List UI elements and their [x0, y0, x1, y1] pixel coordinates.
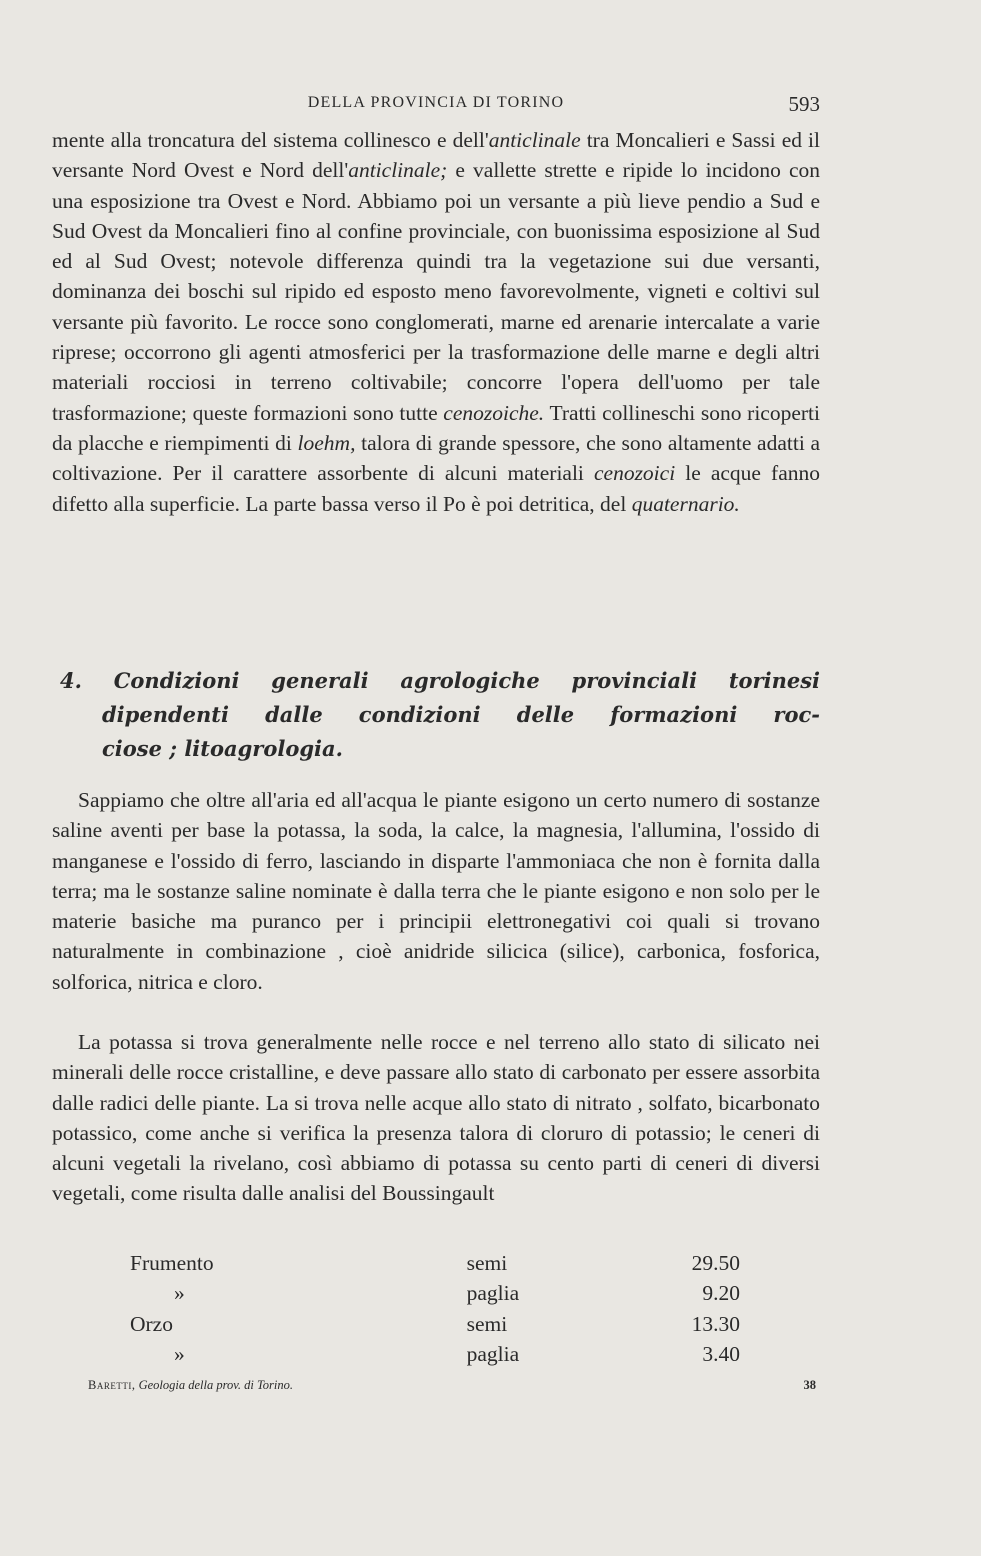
text-run: tra Moncalieri e Sassi ed il versante Nord Ovest e Nord dell' [52, 128, 820, 183]
potash-table [52, 1248, 752, 1370]
crop-cell: Orzo [130, 1311, 173, 1336]
paragraph: Sappiamo che oltre all'aria ed all'acqua le piante esigono un certo numero di sostanze saline aventi per base la potassa, la soda, la calce, la magnesia, l'allumina, l'ossido di manganese e l'ossido di ferro, lasciando in disparte l'ammoniaca che non è fornita dalla terra; ma le sostanze saline nominate è dalla terra che le piante esigono e non solo per le materie basiche ma puranco per i principii elettronegativi coi quali si trovano naturalmente in combinazione , cioè anidride silicica (silice), carbonica, fosforica, solforica, nitrica e cloro. [52, 788, 820, 994]
text-run: Tratti collineschi sono ricoperti da placche e riempimenti di [52, 400, 820, 455]
text-run: e vallette strette e ripide lo incidono con una esposizione tra Ovest e Nord. Abbiamo poi un versante a più lieve pendio a Sud e Sud Ovest da Moncalieri fino al confine provinciale, con buonissima esposizione al Sud ed al Sud Ovest; notevole differenza quindi tra la vegetazione sui due versanti, dominanza dei boschi sul ripido ed esposto meno favorevolmente, vigneti e coltivi sul versante più favorito. Le rocce sono conglomerati, marne ed arenarie intercalate a varie riprese; occorrono gli agenti atmosferici per la trasformazione delle marne e degli altri materiali rocciosi in terreno coltivabile; concorre l'opera dell'uomo per tale trasformazione; queste formazioni sono tutte [52, 158, 820, 425]
page-header [52, 92, 820, 116]
section-heading [52, 664, 820, 766]
crop-cell: » [174, 1342, 185, 1367]
paragraph-continued [52, 125, 820, 519]
italic-term: quaternario. [631, 491, 740, 516]
part-cell: paglia [466, 1342, 520, 1367]
footer-citation [88, 1378, 293, 1393]
part-cell: semi [466, 1311, 508, 1336]
italic-term: cenozoici [593, 461, 676, 486]
table-row [52, 1340, 752, 1371]
section-title-part: Condizioni generali agrologiche provinciali torinesi [113, 668, 820, 693]
value-cell: 9.20 [702, 1281, 740, 1306]
italic-term: anticlinale [488, 128, 581, 152]
text-run: le acque fanno difetto alla superficie. La parte bassa verso il Po è poi detritica, del [52, 461, 820, 516]
value-cell: 3.40 [702, 1342, 740, 1367]
table-row [52, 1309, 752, 1340]
section-heading-line-1 [52, 664, 820, 698]
page-number: 593 [788, 92, 820, 116]
section-number: 4. [60, 668, 82, 693]
footer-work-title: Geologia della prov. di Torino. [138, 1378, 293, 1392]
value-cell: 13.30 [691, 1311, 740, 1336]
signature-mark: 38 [803, 1378, 816, 1392]
crop-cell: Frumento [130, 1250, 214, 1275]
value-cell: 29.50 [691, 1250, 740, 1275]
table-row [52, 1279, 752, 1310]
italic-term: cenozoiche. [443, 400, 545, 425]
text-run: mente alla troncatura del sistema collinesco e dell' [52, 128, 489, 152]
part-cell: semi [466, 1250, 508, 1275]
italic-term: loehm, [297, 430, 356, 455]
crop-cell: » [174, 1281, 185, 1306]
table-row [52, 1248, 752, 1279]
paragraph: La potassa si trova generalmente nelle rocce e nel terreno allo stato di silicato nei minerali delle rocce cristalline, e deve passare allo stato di carbonato per essere assorbita dalle radici delle piante. La si trova nelle acque allo stato di nitrato , solfato, bicarbonato potassico, come anche si verifica la presenza talora di cloruro di potassio; le ceneri di alcuni vegetali la rivelano, così abbiamo di potassa su cento parti di ceneri di diversi vegetali, come risulta dalle analisi del Boussingault [52, 1030, 820, 1206]
page-footer [88, 1378, 816, 1398]
section-heading-line-2: dipendenti dalle condizioni delle formazioni roc- [102, 702, 820, 727]
italic-term: anticlinale; [348, 158, 448, 183]
running-head: DELLA PROVINCIA DI TORINO [307, 94, 565, 111]
part-cell: paglia [466, 1281, 520, 1306]
footer-author: Baretti, [88, 1378, 136, 1392]
text-run: talora di grande spessore, che sono altamente adatti a coltivazione. Per il carattere assorbente di alcuni materiali [52, 430, 820, 486]
section-heading-line-3: ciose ; litoagrologia. [102, 736, 343, 761]
